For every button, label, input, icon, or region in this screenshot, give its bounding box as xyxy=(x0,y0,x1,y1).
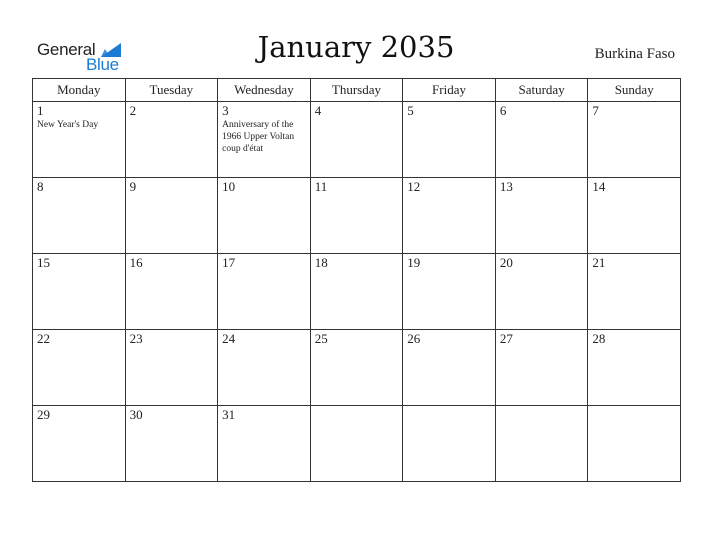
weekday-header: Tuesday xyxy=(125,79,218,102)
day-cell xyxy=(218,178,311,254)
day-cell xyxy=(33,254,126,330)
weekday-header: Monday xyxy=(33,79,126,102)
day-cell xyxy=(588,102,681,178)
weekday-header: Sunday xyxy=(588,79,681,102)
weekday-header: Wednesday xyxy=(218,79,311,102)
day-cell xyxy=(495,254,588,330)
day-cell xyxy=(125,406,218,482)
day-number: 14 xyxy=(592,179,606,194)
logo-blue-text: Blue xyxy=(86,55,119,74)
week-row xyxy=(33,102,681,178)
day-cell xyxy=(218,406,311,482)
day-cell xyxy=(218,330,311,406)
logo-general-text: General xyxy=(37,40,96,59)
day-number: 18 xyxy=(314,255,328,270)
empty-day-cell xyxy=(495,406,588,482)
day-cell xyxy=(33,330,126,406)
day-cell xyxy=(403,178,496,254)
week-row xyxy=(33,254,681,330)
page-title: January 2035 xyxy=(257,30,455,64)
day-cell xyxy=(403,254,496,330)
day-number: 8 xyxy=(37,179,44,194)
day-cell xyxy=(495,102,588,178)
day-cell xyxy=(310,178,403,254)
day-number: 12 xyxy=(407,179,421,194)
day-number: 6 xyxy=(499,103,507,118)
day-cell xyxy=(125,330,218,406)
day-number: 19 xyxy=(407,255,421,270)
weekday-header-row xyxy=(33,79,681,102)
day-number: 5 xyxy=(407,103,414,118)
day-cell xyxy=(495,330,588,406)
day-cell xyxy=(33,406,126,482)
day-cell xyxy=(125,178,218,254)
day-number: 16 xyxy=(129,255,143,270)
day-number: 10 xyxy=(222,179,236,194)
empty-day-cell xyxy=(588,406,681,482)
day-cell xyxy=(218,254,311,330)
day-cell xyxy=(403,102,496,178)
holiday-label: New Year's Day xyxy=(37,120,99,130)
day-number: 27 xyxy=(499,331,513,346)
day-number: 11 xyxy=(314,179,328,194)
country-name: Burkina Faso xyxy=(594,46,675,62)
day-number: 7 xyxy=(592,103,599,118)
day-cell xyxy=(588,330,681,406)
holiday-label: Anniversary of the 1966 Upper Voltan coup d'état xyxy=(222,120,295,154)
day-number: 21 xyxy=(592,255,606,270)
day-number: 29 xyxy=(37,407,50,422)
day-cell xyxy=(310,330,403,406)
day-cell xyxy=(310,102,403,178)
day-number: 20 xyxy=(499,255,513,270)
day-cell xyxy=(495,178,588,254)
day-number: 26 xyxy=(407,331,421,346)
day-number: 28 xyxy=(592,331,606,346)
weekday-header: Friday xyxy=(403,79,496,102)
day-cell xyxy=(218,102,311,178)
empty-day-cell xyxy=(403,406,496,482)
day-cell xyxy=(33,102,126,178)
weekday-header: Saturday xyxy=(495,79,588,102)
day-cell xyxy=(125,102,218,178)
day-number: 4 xyxy=(314,103,322,118)
week-row xyxy=(33,406,681,482)
day-number: 3 xyxy=(222,103,229,118)
day-cell xyxy=(588,178,681,254)
day-number: 9 xyxy=(129,179,137,194)
day-number: 23 xyxy=(129,331,143,346)
day-number: 17 xyxy=(222,255,236,270)
day-number: 25 xyxy=(314,331,328,346)
day-number: 31 xyxy=(222,407,236,422)
empty-day-cell xyxy=(310,406,403,482)
week-row xyxy=(33,330,681,406)
day-number: 1 xyxy=(37,103,44,118)
day-cell xyxy=(403,330,496,406)
day-number: 30 xyxy=(129,407,143,422)
day-number: 24 xyxy=(222,331,236,346)
day-cell xyxy=(588,254,681,330)
day-number: 2 xyxy=(129,103,137,118)
day-cell xyxy=(310,254,403,330)
day-number: 22 xyxy=(37,331,50,346)
day-number: 15 xyxy=(37,255,50,270)
day-number: 13 xyxy=(499,179,513,194)
day-cell xyxy=(33,178,126,254)
calendar-body xyxy=(33,102,681,482)
day-cell xyxy=(125,254,218,330)
weekday-header: Thursday xyxy=(310,79,403,102)
week-row xyxy=(33,178,681,254)
calendar-grid xyxy=(32,78,681,482)
